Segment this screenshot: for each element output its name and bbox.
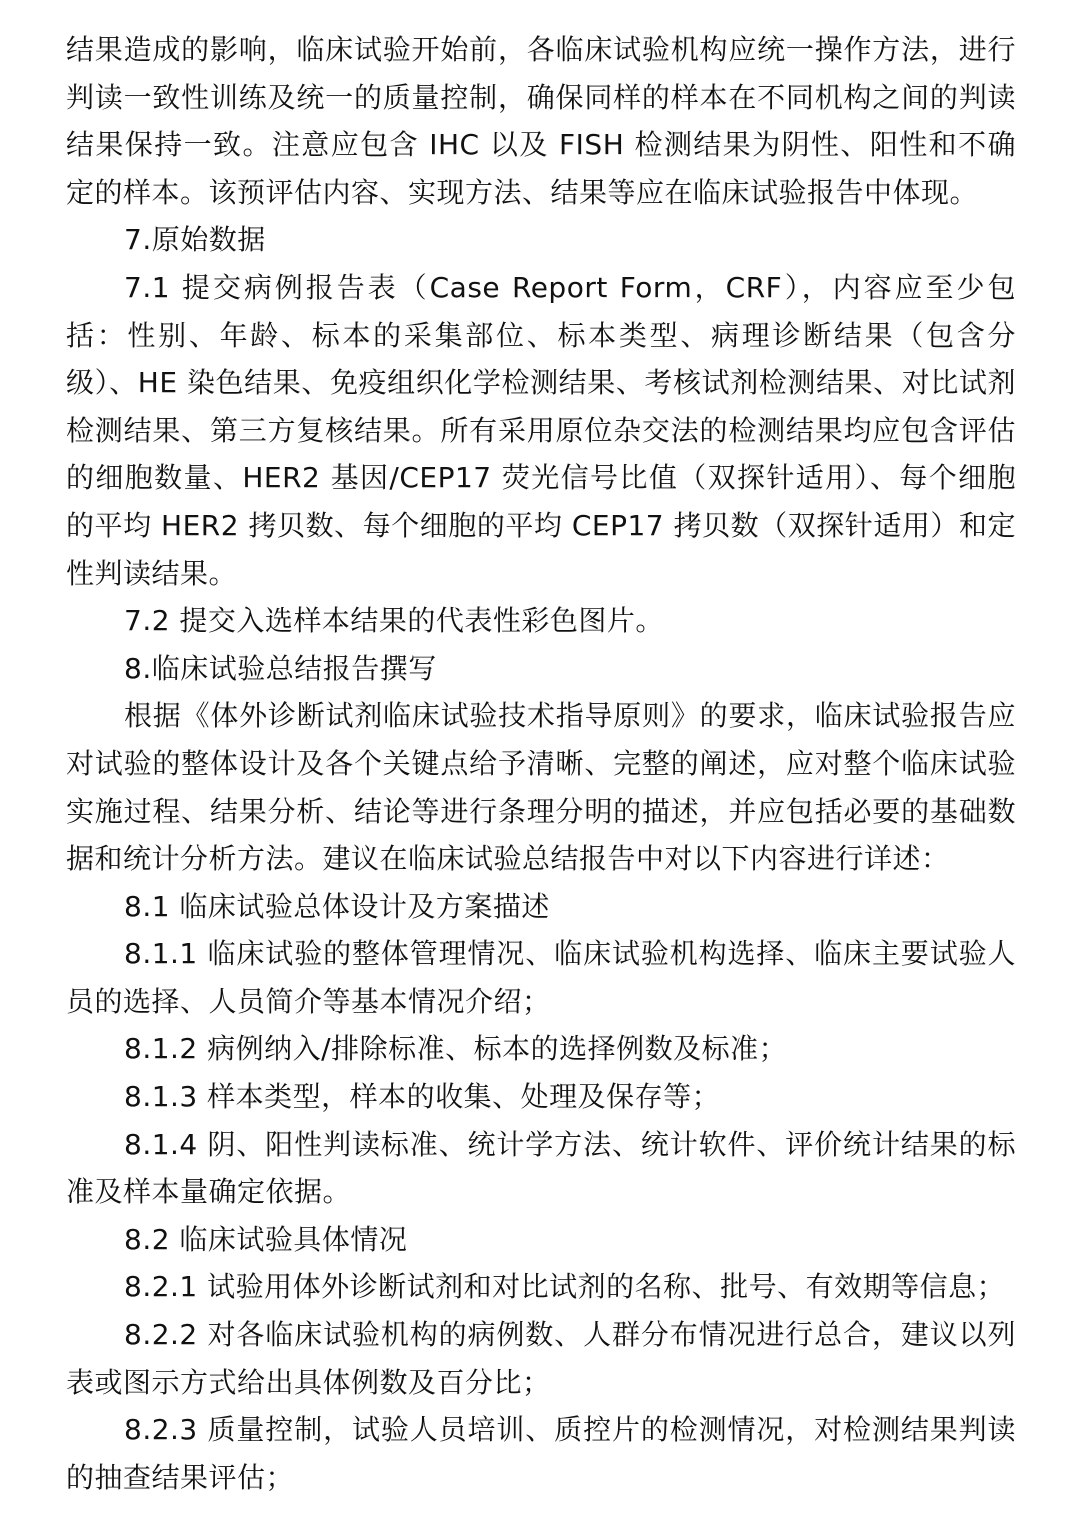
paragraph-8-1-4: 8.1.4 阴、阳性判读标准、统计学方法、统计软件、评价统计结果的标准及样本量确定依据。 (66, 1127, 1016, 1209)
paragraph-7-2-images: 7.2 提交入选样本结果的代表性彩色图片。 (124, 604, 664, 638)
heading-8-1-design: 8.1 临床试验总体设计及方案描述 (124, 889, 550, 923)
paragraph-8-1-1: 8.1.1 临床试验的整体管理情况、临床试验机构选择、临床主要试验人员的选择、人员简介等基本情况介绍； (66, 937, 1016, 1018)
document-body (66, 26, 1016, 1501)
heading-summary-report: 8.临床试验总结报告撰写 (124, 651, 437, 685)
paragraph-preassessment: 结果造成的影响，临床试验开始前，各临床试验机构应统一操作方法，进行判读一致性训练及统一的质量控制，确保同样的样本在不同机构之间的判读结果保持一致。注意应包含 IHC 以及 FISH 检测结果为阴性、阳性和不确定的样本。该预评估内容、实现方法、结果等应在临床试验报告中体现。 (66, 33, 1016, 209)
paragraph-8-1-3: 8.1.3 样本类型，样本的收集、处理及保存等； (124, 1080, 721, 1114)
paragraph-8-2-1: 8.2.1 试验用体外诊断试剂和对比试剂的名称、批号、有效期等信息； (124, 1270, 1006, 1304)
paragraph-7-1-crf: 7.1 提交病例报告表（Case Report Form，CRF），内容应至少包括：性别、年龄、标本的采集部位、标本类型、病理诊断结果（包含分级）、HE 染色结果、免疫组织化学检测结果、考核试剂检测结果、对比试剂检测结果、第三方复核结果。所有采用原位杂交法的检测结果均应包含评估的细胞数量、HER2 基因/CEP17 荧光信号比值（双探针适用）、每个细胞的平均 HER2 拷贝数、每个细胞的平均 CEP17 拷贝数（双探针适用）和定性判读结果。 (66, 270, 1016, 590)
paragraph-8-1-2: 8.1.2 病例纳入/排除标准、标本的选择例数及标准； (124, 1032, 788, 1066)
heading-8-2-details: 8.2 临床试验具体情况 (124, 1222, 408, 1256)
paragraph-8-2-3: 8.2.3 质量控制，试验人员培训、质控片的检测情况，对检测结果判读的抽查结果评估； (66, 1413, 1016, 1494)
heading-raw-data: 7.原始数据 (124, 223, 266, 257)
paragraph-8-2-2: 8.2.2 对各临床试验机构的病例数、人群分布情况进行总合，建议以列表或图示方式给出具体例数及百分比； (66, 1318, 1016, 1399)
paragraph-report-requirements: 根据《体外诊断试剂临床试验技术指导原则》的要求，临床试验报告应对试验的整体设计及各个关键点给予清晰、完整的阐述，应对整个临床试验实施过程、结果分析、结论等进行条理分明的描述，并应包括必要的基础数据和统计分析方法。建议在临床试验总结报告中对以下内容进行详述： (66, 699, 1016, 876)
